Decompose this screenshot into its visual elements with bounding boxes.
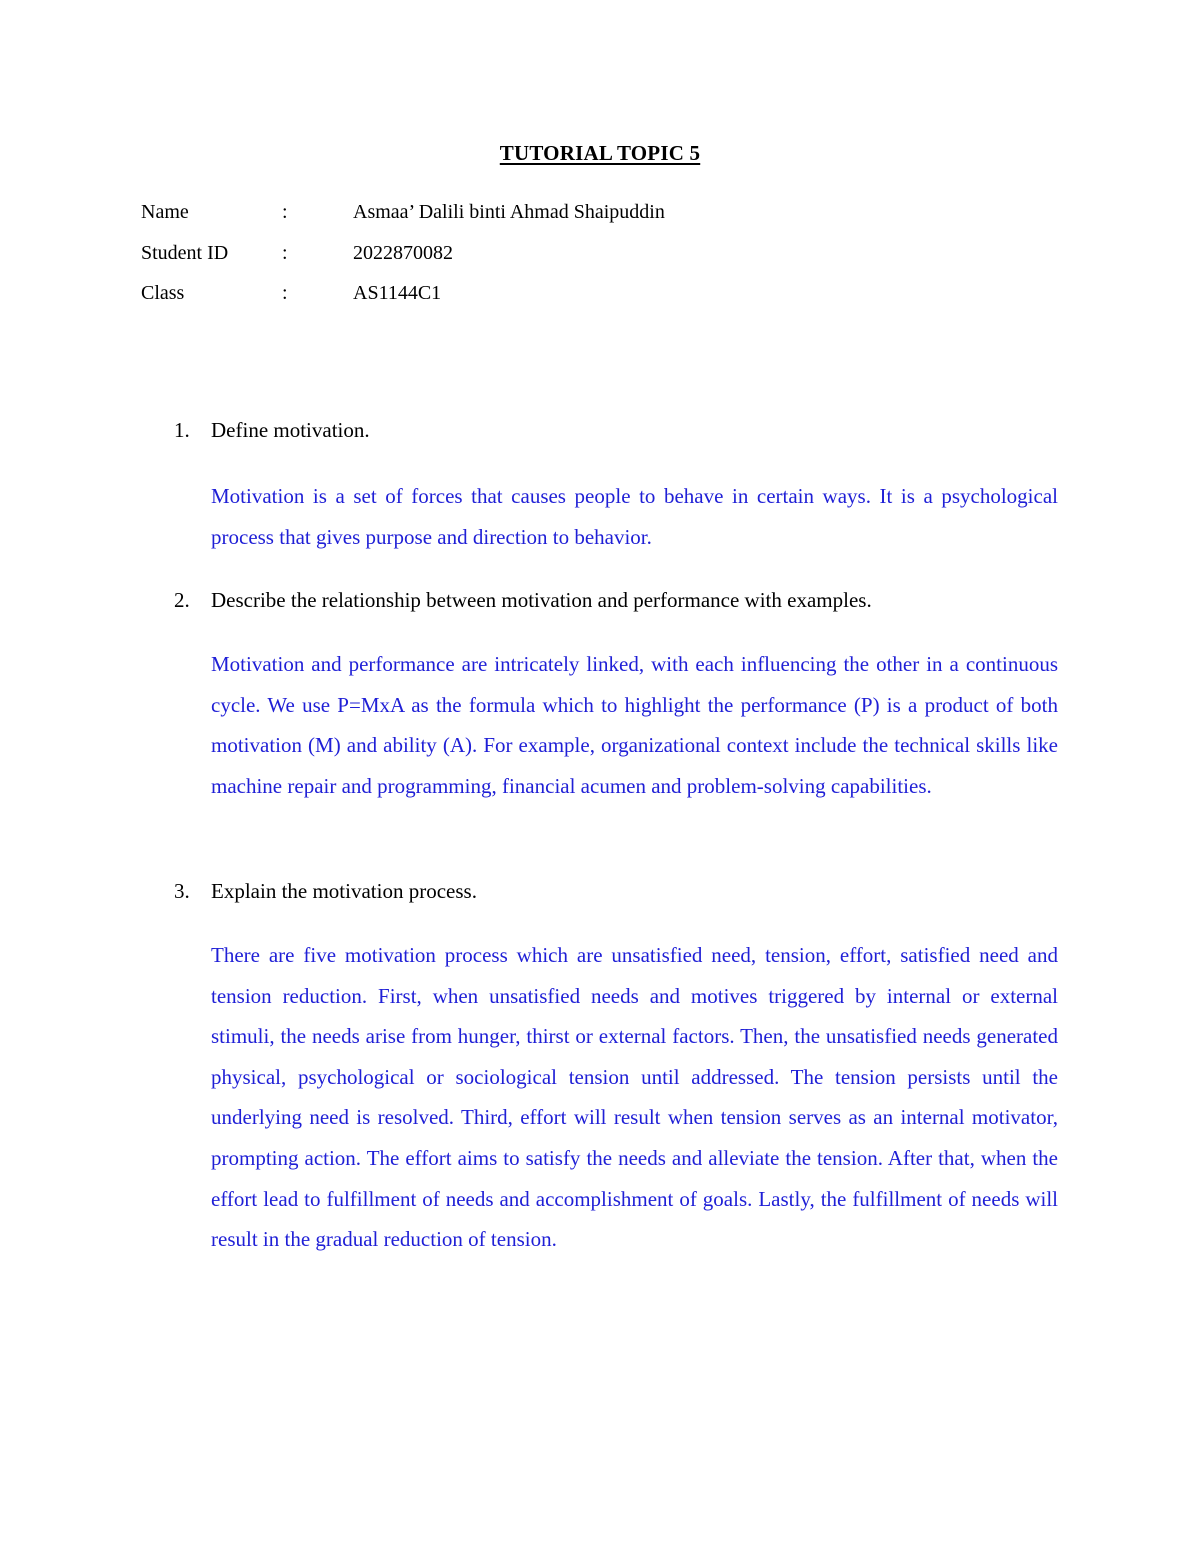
question-text: Describe the relationship between motivation and performance with examples. <box>211 588 872 612</box>
info-label-student-id: Student ID <box>141 241 229 264</box>
answer-1: Motivation is a set of forces that causes people to behave in certain ways. It is a psychological process that gives purpose and direction to behavior. <box>211 484 1058 549</box>
question-text: Explain the motivation process. <box>211 879 477 903</box>
question-number: 1. <box>174 418 190 442</box>
info-label-name: Name <box>141 201 189 223</box>
answer-3: There are five motivation process which are unsatisfied need, tension, effort, satisfied need and tension reduction. First, when unsatisfied needs and motives triggered by internal or external stimuli, the needs arise from hunger, thirst or external factors. Then, the unsatisfied needs generated physical, psychological or sociological tension until addressed. The tension persists until the underlying need is resolved. Third, effort will result when tension serves as an internal motivator, prompting action. The effort aims to satisfy the needs and alleviate the tension. After that, when the effort lead to fulfillment of needs and accomplishment of goals. Lastly, the fulfillment of needs will result in the gradual reduction of tension. <box>211 943 1058 1252</box>
info-label-class: Class <box>141 282 185 304</box>
document-title: TUTORIAL TOPIC 5 <box>499 141 701 165</box>
info-separator: : <box>282 241 288 264</box>
question-number: 2. <box>174 588 190 612</box>
info-separator: : <box>282 282 288 304</box>
info-value-class: AS1144C1 <box>353 282 442 304</box>
info-value-name: Asmaa’ Dalili binti Ahmad Shaipuddin <box>353 201 665 223</box>
answer-2: Motivation and performance are intricately linked, with each influencing the other in a continuous cycle. We use P=MxA as the formula which to highlight the performance (P) is a product of both motivation (M) and ability (A). For example, organizational context include the technical skills like machine repair and programming, financial acumen and problem-solving capabilities. <box>211 652 1058 798</box>
question-number: 3. <box>174 879 190 903</box>
question-text: Define motivation. <box>211 418 370 442</box>
info-row-class <box>141 279 665 320</box>
info-row-name <box>141 198 665 239</box>
info-value-student-id: 2022870082 <box>353 241 453 264</box>
student-info <box>141 198 665 320</box>
info-row-student-id <box>141 239 665 280</box>
info-separator: : <box>282 201 288 223</box>
